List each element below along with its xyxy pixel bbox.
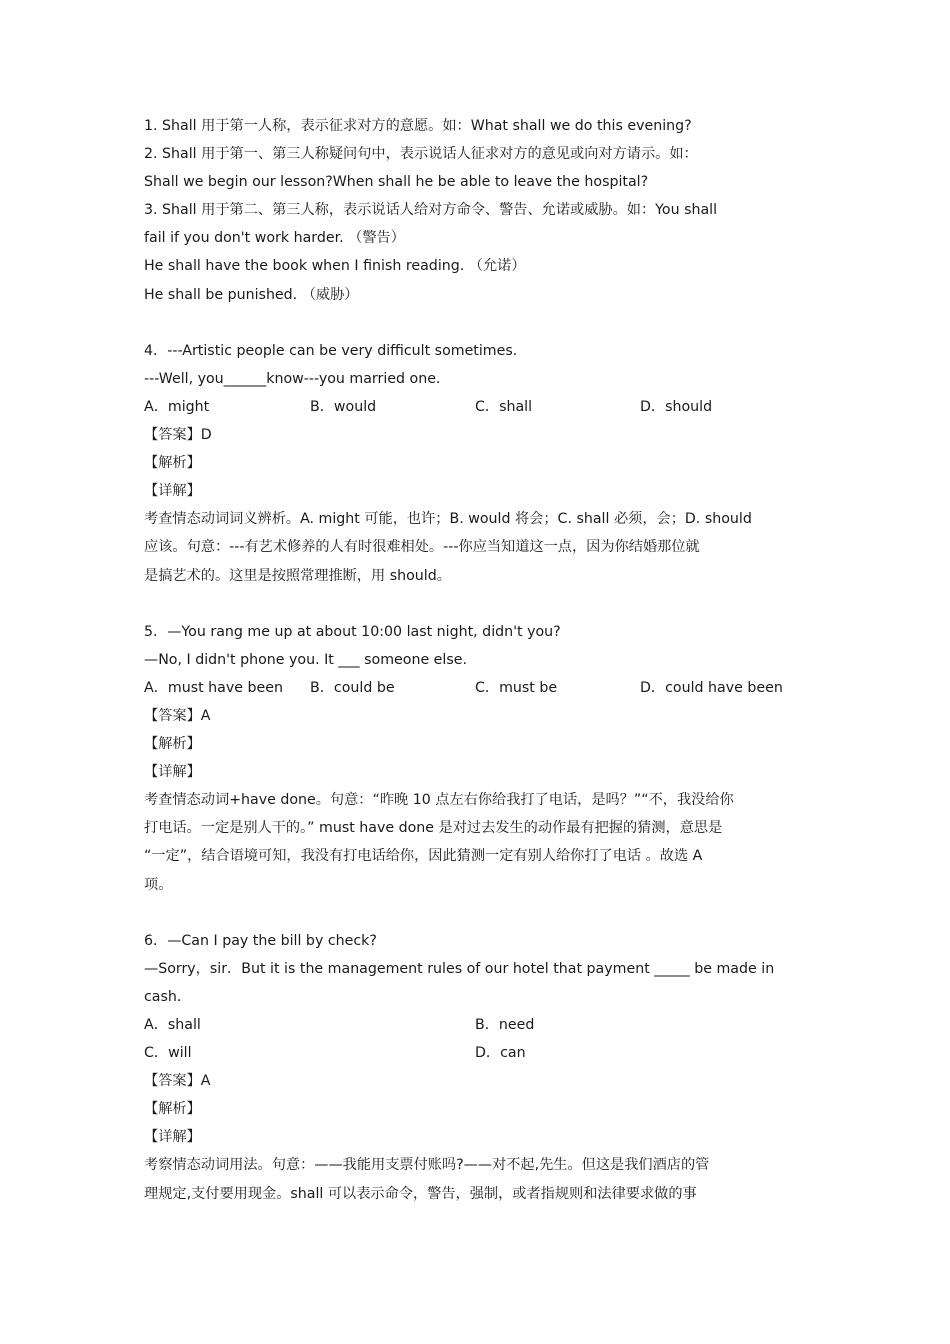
question-stem: 4．---Artistic people can be very difficult sometimes. [144, 342, 518, 359]
intro-line: fail if you don't work harder. （警告） [144, 230, 405, 247]
option-d: D．can [475, 1045, 526, 1062]
spacer [144, 899, 814, 927]
detail-label: 【详解】 [144, 1129, 201, 1146]
intro-line: 3. Shall 用于第二、第三人称，表示说话人给对方命令、警告、允诺或威胁。如：You shall [144, 202, 718, 219]
answer-label: 【答案】A [144, 707, 211, 724]
explanation-line: 项。 [144, 876, 173, 893]
option-d: D．could have been [640, 679, 783, 696]
intro-line: 1. Shall 用于第一人称，表示征求对方的意愿。如：What shall we do this evening? [144, 118, 692, 134]
question-6 [144, 927, 814, 1208]
option-c: C．will [144, 1045, 192, 1062]
intro-line: Shall we begin our lesson?When shall he be able to leave the hospital? [144, 174, 649, 191]
question-stem: 6．—Can I pay the bill by check? [144, 932, 377, 949]
question-5 [144, 618, 814, 899]
option-c: C．shall [475, 398, 533, 415]
options-row [144, 1039, 814, 1067]
option-d: D．should [640, 398, 713, 415]
option-a: A．must have been [144, 679, 283, 696]
options-row [144, 1011, 814, 1039]
question-stem: cash． [144, 988, 192, 1005]
option-b: B．would [310, 398, 377, 415]
option-b: B．could be [310, 679, 395, 696]
analysis-label: 【解析】 [144, 455, 201, 472]
spacer [144, 590, 814, 618]
question-stem: —No, I didn't phone you. It ___ someone else. [144, 651, 467, 668]
option-a: A．shall [144, 1017, 201, 1033]
spacer [144, 309, 814, 337]
explanation-line: 打电话。一定是别人干的。” must have done 是对过去发生的动作最有把握的猜测，意思是 [144, 820, 723, 837]
explanation-line: “一定”，结合语境可知，我没有打电话给你，因此猜测一定有别人给你打了电话 。故选 A [144, 848, 703, 865]
explanation-line: 理规定,支付要用现金。shall 可以表示命令，警告，强制，或者指规则和法律要求做的事 [144, 1185, 697, 1202]
answer-label: 【答案】D [144, 427, 212, 444]
explanation-line: 是搞艺术的。这里是按照常理推断，用 should。 [144, 567, 451, 584]
options-row [144, 674, 814, 702]
explanation-line: 考察情态动词用法。句意：——我能用支票付账吗?——对不起,先生。但这是我们酒店的管 [144, 1157, 710, 1174]
detail-label: 【详解】 [144, 764, 201, 781]
options-row [144, 393, 814, 421]
analysis-label: 【解析】 [144, 1101, 201, 1118]
question-4 [144, 337, 814, 590]
explanation-line: 应该。句意：---有艺术修养的人有时很难相处。---你应当知道这一点，因为你结婚那位就 [144, 539, 700, 556]
question-stem: ---Well, you______know---you married one. [144, 370, 441, 387]
answer-label: 【答案】A [144, 1073, 211, 1090]
intro-line: 2. Shall 用于第一、第三人称疑问句中，表示说话人征求对方的意见或向对方请示。如： [144, 146, 698, 163]
document-content [144, 112, 814, 1208]
question-stem: 5．—You rang me up at about 10:00 last night, didn't you? [144, 623, 561, 640]
detail-label: 【详解】 [144, 483, 201, 500]
option-c: C．must be [475, 679, 558, 696]
option-a: A．might [144, 398, 210, 415]
question-stem: —Sorry，sir．But it is the management rules of our hotel that payment _____ be made in [144, 960, 775, 977]
explanation-line: 考查情态动词+have done。句意：“昨晚 10 点左右你给我打了电话，是吗？”“不，我没给你 [144, 792, 734, 809]
analysis-label: 【解析】 [144, 736, 201, 753]
intro-line: He shall be punished. （威胁） [144, 286, 359, 303]
option-b: B．need [475, 1017, 535, 1033]
intro-section [144, 112, 814, 309]
intro-line: He shall have the book when I finish reading. （允诺） [144, 258, 526, 275]
explanation-line: 考查情态动词词义辨析。A. might 可能，也许；B. would 将会；C. shall 必须，会；D. should [144, 511, 752, 528]
